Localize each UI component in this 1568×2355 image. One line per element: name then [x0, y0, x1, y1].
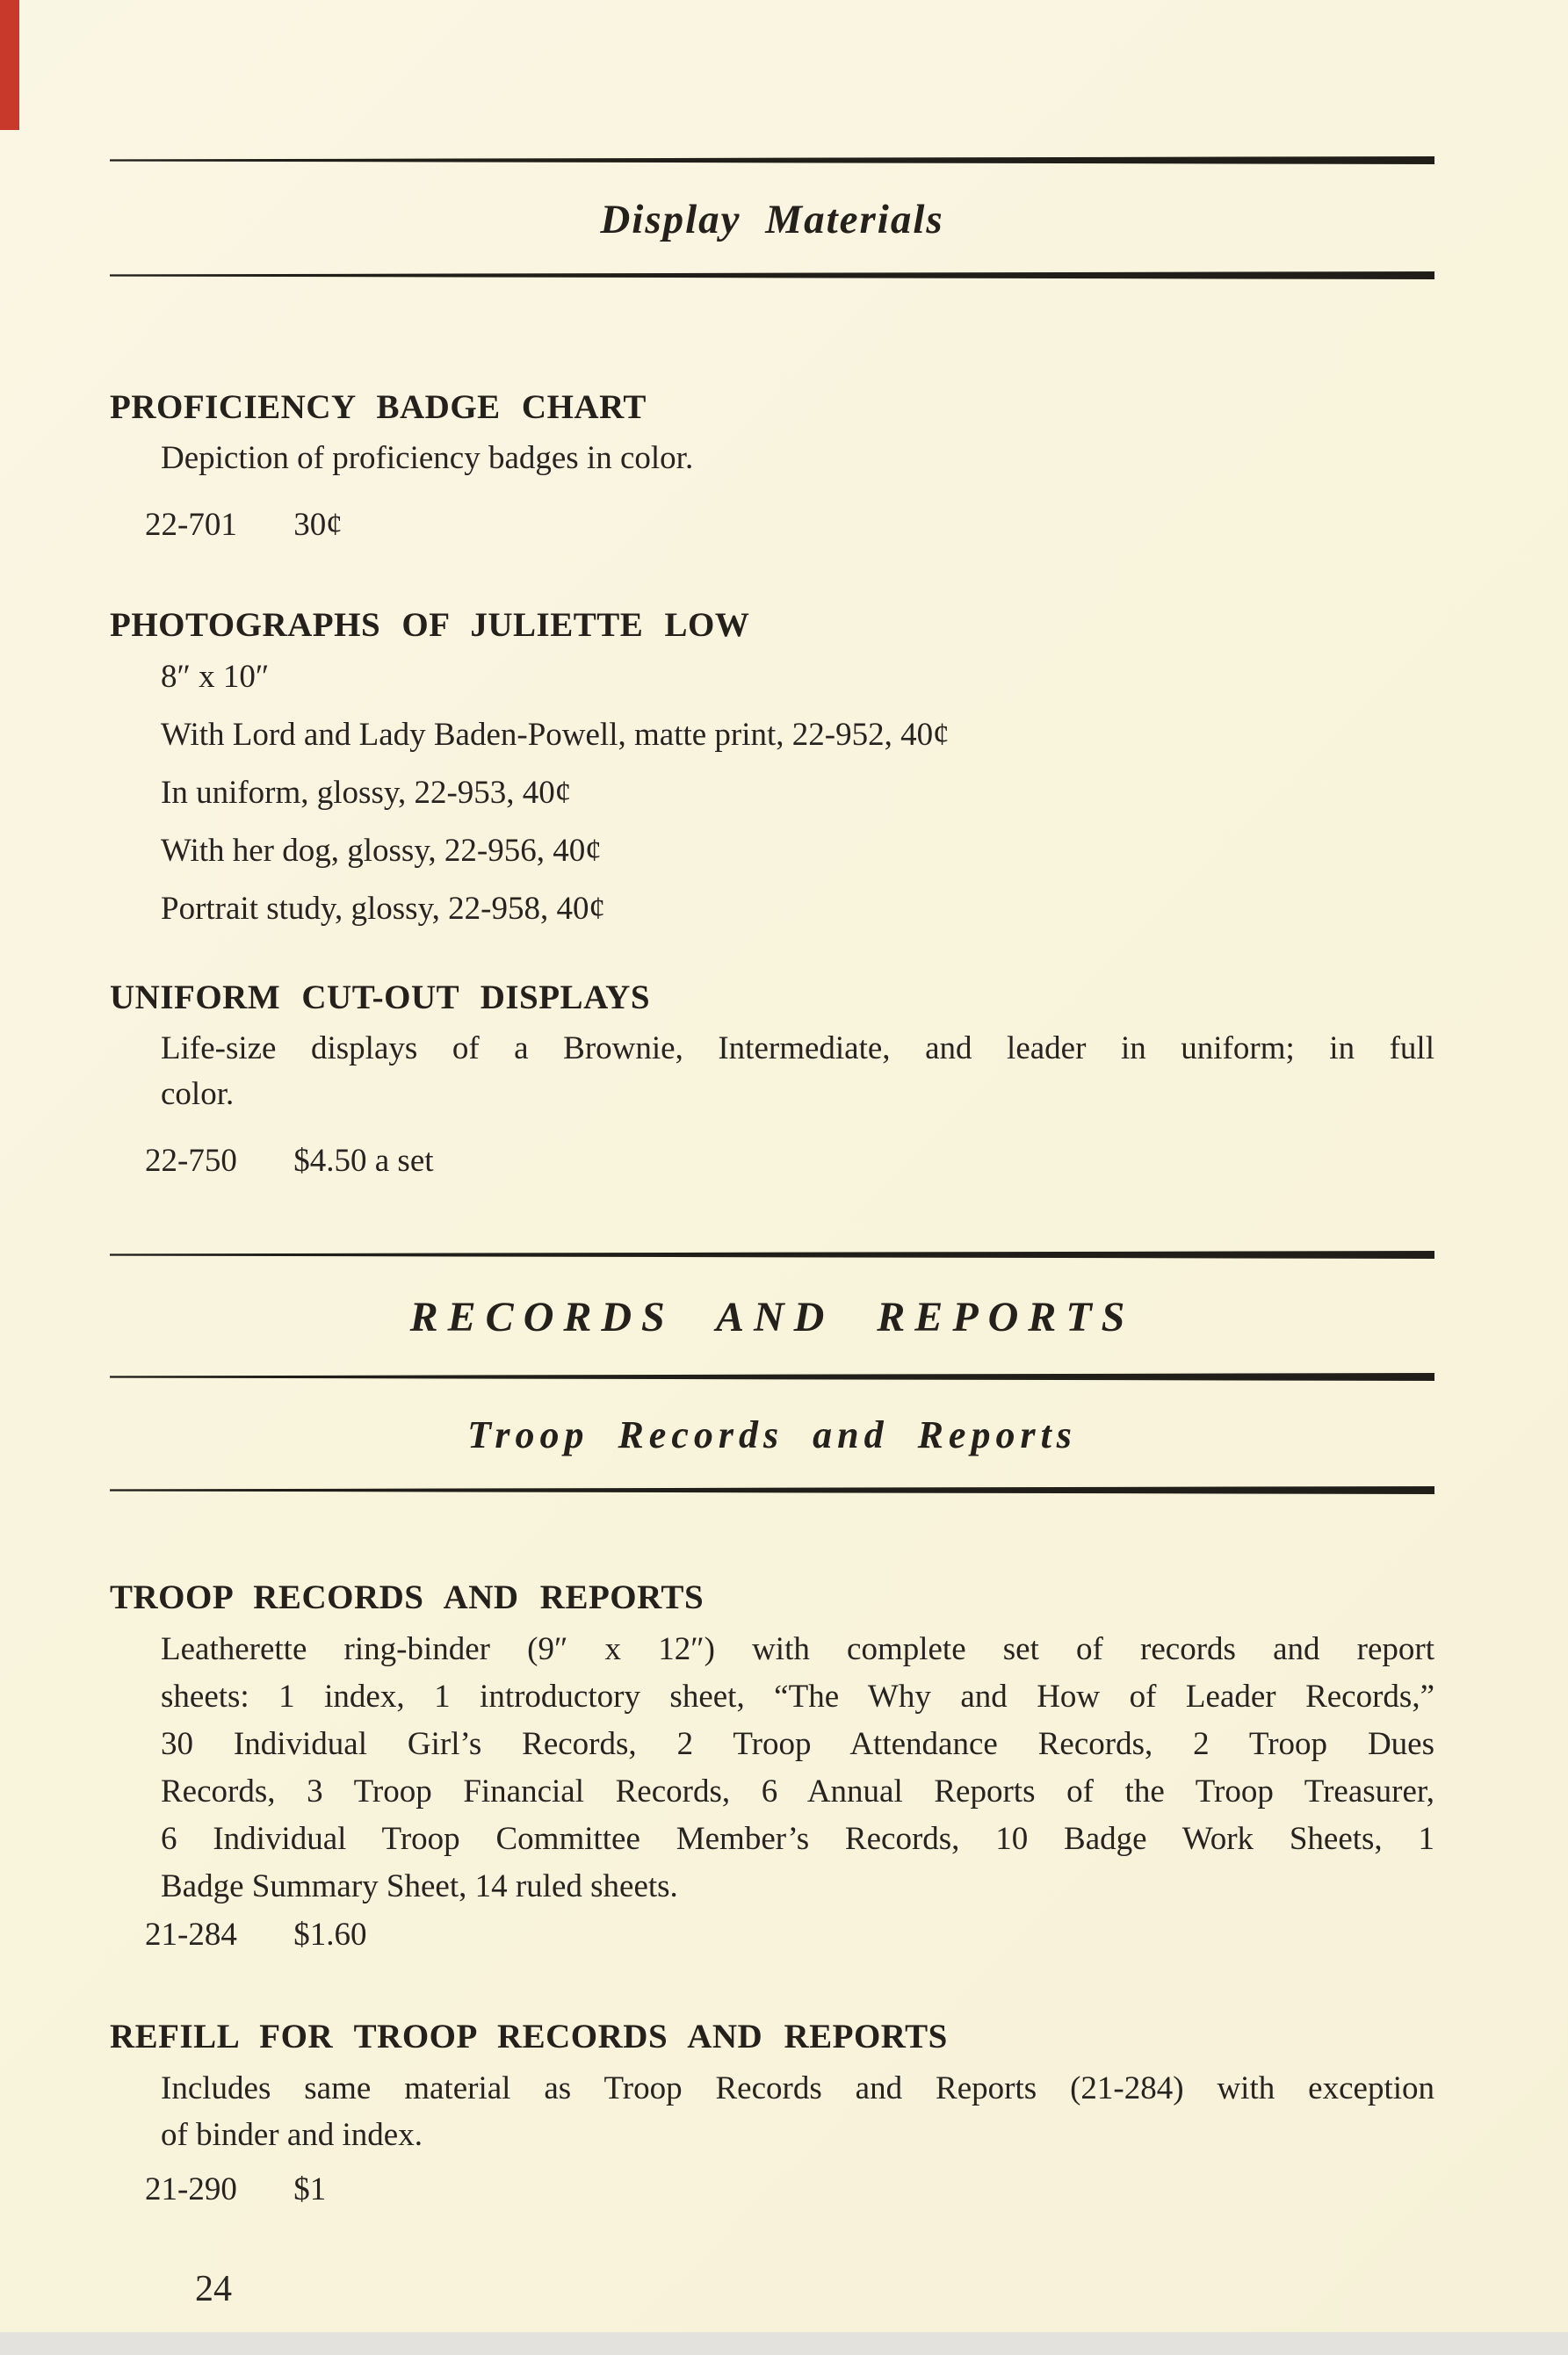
price-row — [145, 1138, 1434, 1184]
item-price: $4.50 a set — [293, 1143, 434, 1179]
tapered-rule-records-top — [110, 1251, 1434, 1259]
section-desc-line: Life-size displays of a Brownie, Intermediate, and leader in uniform; in full — [161, 1030, 1434, 1066]
bottom-scan-edge — [0, 2332, 1568, 2355]
section-desc-line: 6 Individual Troop Committee Member’s Records, 10 Badge Work Sheets, 1 — [161, 1821, 1434, 1857]
page-content — [110, 0, 1434, 2213]
section-title: TROOP RECORDS AND REPORTS — [110, 1578, 705, 1616]
section-photographs-juliette-low — [110, 604, 1434, 931]
red-edge-mark — [0, 0, 19, 130]
records-and-reports-header: RECORDS AND REPORTS — [409, 1294, 1135, 1340]
section-desc-line: color. — [161, 1076, 235, 1112]
item-code: 22-701 — [145, 507, 237, 543]
photo-item: In uniform, glossy, 22-953, 40¢ — [161, 775, 572, 811]
section-troop-records-reports — [110, 1577, 1434, 1958]
item-code: 22-750 — [145, 1143, 237, 1179]
tapered-rule-top — [110, 156, 1434, 164]
item-code: 21-284 — [145, 1917, 237, 1953]
section-title: PROFICIENCY BADGE CHART — [110, 388, 647, 426]
troop-records-subheader: Troop Records and Reports — [467, 1413, 1077, 1456]
page-number: 24 — [195, 2269, 232, 2309]
section-refill-troop-records — [110, 2016, 1434, 2213]
section-desc: Depiction of proficiency badges in color. — [161, 440, 694, 476]
photo-item: With Lord and Lady Baden-Powell, matte print, 22-952, 40¢ — [161, 717, 950, 753]
item-price: $1.60 — [293, 1917, 367, 1953]
section-desc-line: of binder and index. — [161, 2117, 423, 2153]
section-title: UNIFORM CUT-OUT DISPLAYS — [110, 979, 651, 1016]
section-desc-line: Includes same material as Troop Records and Reports (21-284) with exception — [161, 2070, 1434, 2106]
item-code: 21-290 — [145, 2171, 237, 2207]
photo-size: 8″ x 10″ — [161, 659, 270, 695]
section-desc-line: 30 Individual Girl’s Records, 2 Troop Attendance Records, 2 Troop Dues — [161, 1726, 1434, 1762]
photo-item: Portrait study, glossy, 22-958, 40¢ — [161, 891, 606, 927]
section-desc-line: sheets: 1 index, 1 introductory sheet, “The Why and How of Leader Records,” — [161, 1679, 1434, 1715]
tapered-rule-under-title — [110, 271, 1434, 279]
section-desc-line: Badge Summary Sheet, 14 ruled sheets. — [161, 1868, 678, 1904]
item-price: 30¢ — [293, 507, 343, 543]
section-desc-line: Leatherette ring-binder (9″ x 12″) with complete set of records and report — [161, 1631, 1434, 1667]
tapered-rule-records-mid — [110, 1373, 1434, 1381]
item-price: $1 — [293, 2171, 327, 2207]
tapered-rule-records-bottom — [110, 1486, 1434, 1494]
section-title: PHOTOGRAPHS OF JULIETTE LOW — [110, 606, 750, 644]
section-uniform-cutout-displays — [110, 977, 1434, 1184]
price-row — [145, 2167, 1434, 2213]
price-row — [145, 502, 1434, 548]
section-desc-line: Records, 3 Troop Financial Records, 6 Annual Reports of the Troop Treasurer, — [161, 1773, 1434, 1810]
photo-item: With her dog, glossy, 22-956, 40¢ — [161, 833, 602, 869]
page-title: Display Materials — [600, 197, 944, 242]
price-row — [145, 1912, 1434, 1958]
section-title: REFILL FOR TROOP RECORDS AND REPORTS — [110, 2018, 948, 2055]
section-proficiency-badge-chart — [110, 386, 1434, 548]
